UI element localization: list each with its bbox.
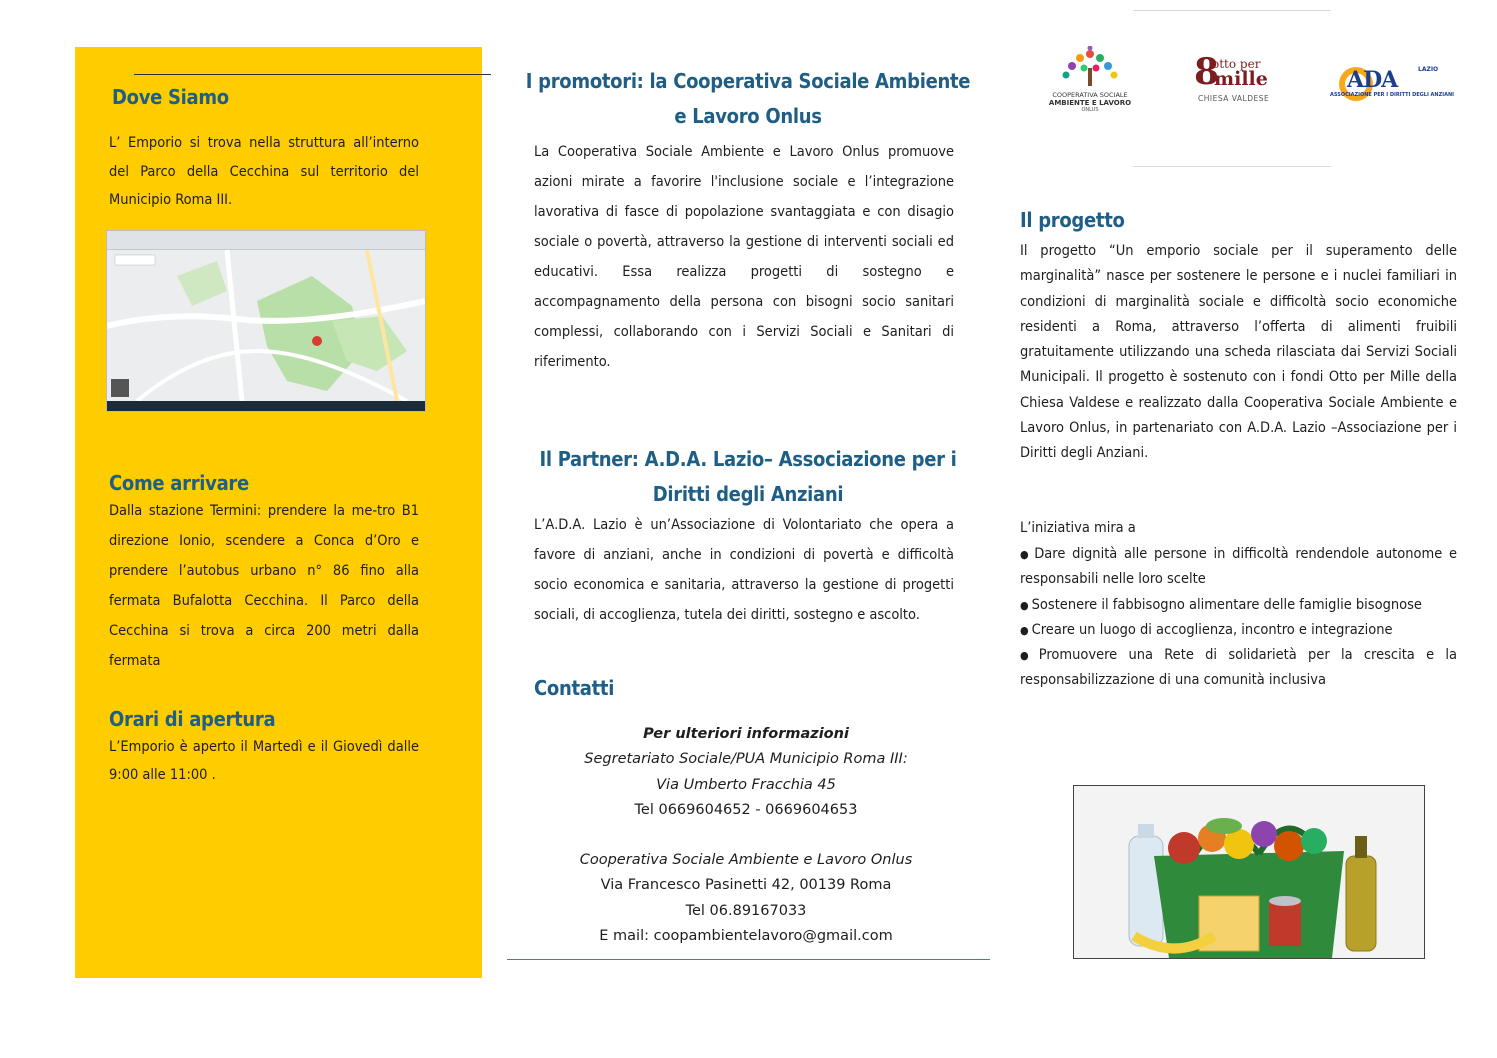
coop-email[interactable]: E mail: coopambientelavoro@gmail.com [599, 928, 893, 945]
contatti-title: Contatti [534, 676, 615, 700]
bullet-icon: ● [1020, 623, 1029, 637]
ada-full-name: ASSOCIAZIONE PER I DIRITTI DEGLI ANZIANI [1330, 92, 1455, 98]
segretariato-name: Segretariato Sociale/PUA Municipio Roma III: [584, 751, 908, 768]
segretariato-address: Via Umberto Fracchia 45 [656, 776, 836, 793]
logo-rule-top [1133, 10, 1331, 11]
coop-address: Via Francesco Pasinetti 42, 00139 Roma [600, 877, 892, 894]
otto-per-text: otto per [1212, 57, 1261, 71]
list-item: ● Sostenere il fabbisogno alimentare delle famiglie bisognose [1020, 596, 1422, 613]
chiesa-valdese-text: CHIESA VALDESE [1198, 94, 1270, 103]
bullet-icon: ● [1020, 649, 1036, 663]
eight-numeral: 8 [1194, 51, 1220, 93]
ada-logo [1330, 64, 1455, 108]
coop-logo-line3: ONLUS [1081, 107, 1099, 113]
come-arrivare-title: Come arrivare [109, 471, 249, 495]
promotori-title-line1: I promotori: la Cooperativa Sociale Ambiente [525, 69, 971, 93]
initiative-intro: L’iniziativa mira a [1020, 520, 1136, 536]
bottom-divider [507, 959, 990, 960]
grocery-bag-illustration [1074, 786, 1424, 958]
progetto-title: Il progetto [1020, 208, 1125, 232]
initiative-list [1020, 542, 1457, 694]
come-arrivare-text: Dalla stazione Termini: prendere la me-tro B1 direzione Ionio, scendere a Conca d’Oro e prendere l’autobus urbano n° 86 fino alla fermata Bufalotta Cecchina. Il Parco della Cecchina si trova a circa 200 metri dalla fermata [109, 503, 419, 669]
progetto-text: Il progetto “Un emporio sociale per il superamento delle marginalità” nasce per sostenere le persone e i nuclei familiari in condizioni di marginalità sociale e difficoltà socio economiche residenti a Roma, attraverso l’offerta di alimenti fruibili gratuitamente utilizzando una scheda rilasciata dai Servizi Sociali Municipali. Il progetto è sostenuto con i fondi Otto per Mille della Chiesa Valdese e realizzato dalla Cooperativa Sociale Ambiente e Lavoro Onlus, in partenariato con A.D.A. Lazio –Associazione per i Diritti degli Anziani. [1020, 243, 1457, 462]
dove-siamo-text: L’ Emporio si trova nella struttura all’interno del Parco della Cecchina sul territorio del Municipio Roma III. [109, 135, 419, 208]
dove-siamo-title: Dove Siamo [112, 85, 229, 109]
bullet-icon: ● [1020, 548, 1032, 561]
contact-spacer [534, 823, 958, 848]
list-item: ● Dare dignità alle persone in difficoltà rendendole autonome e responsabili nelle loro scelte [1020, 546, 1458, 588]
promotori-text: La Cooperativa Sociale Ambiente e Lavoro Onlus promuove azioni mirate a favorire l'inclusione sociale e l’integrazione lavorativa di fasce di popolazione svantaggiata e con disagio sociale o povertà, attraverso la gestione di interventi sociali ed educativi. Essa realizza progetti di sostegno e accompagnamento della persona con bisogni socio sanitari complessi, collaborando con i Servizi Sociali e Sanitari di riferimento. [534, 144, 954, 370]
grocery-bag-image [1073, 785, 1425, 959]
list-item: ● Creare un luogo di accoglienza, incontro e integrazione [1020, 621, 1393, 638]
ada-abbreviation: ADA [1347, 67, 1398, 93]
bullet-icon: ● [1020, 598, 1029, 612]
ada-region: LAZIO [1418, 66, 1439, 73]
logo-rule-bottom [1133, 166, 1331, 167]
orari-title: Orari di apertura [109, 707, 276, 731]
coop-phone: Tel 06.89167033 [685, 902, 807, 919]
mille-text: mille [1214, 68, 1268, 90]
otto-per-mille-logo [1194, 51, 1274, 116]
list-item: ● Promuovere una Rete di solidarietà per la crescita e la responsabilizzazione di una comunità inclusiva [1020, 647, 1457, 689]
top-divider [134, 74, 491, 75]
map-image [107, 231, 425, 411]
coop-logo [1044, 46, 1136, 116]
partner-text: L’A.D.A. Lazio è un’Associazione di Volontariato che opera a favore di anziani, anche in condizioni di povertà e difficoltà socio economica e sanitaria, attraverso la gestione di progetti sociali, di accoglienza, tutela dei diritti, sostegno e ascolto. [534, 517, 954, 623]
contact-block [534, 722, 958, 949]
location-map [106, 230, 426, 412]
orari-text: L’Emporio è aperto il Martedì e il Giovedì dalle 9:00 alle 11:00 . [109, 739, 419, 783]
taskbar [107, 401, 425, 411]
partner-title-line1: Il Partner: A.D.A. Lazio– Associazione per i [539, 447, 957, 471]
promotori-title-line2: e Lavoro Onlus [674, 104, 822, 128]
coop-logo-line1: COOPERATIVA SOCIALE [1052, 91, 1128, 99]
coop-logo-line2: AMBIENTE E LAVORO [1048, 99, 1132, 107]
partner-title-line2: Diritti degli Anziani [652, 482, 844, 506]
tree-icon [1044, 46, 1136, 88]
info-heading: Per ulteriori informazioni [643, 726, 849, 742]
coop-name: Cooperativa Sociale Ambiente e Lavoro Onlus [579, 852, 913, 869]
segretariato-phone: Tel 0669604652 - 0669604653 [634, 801, 858, 818]
